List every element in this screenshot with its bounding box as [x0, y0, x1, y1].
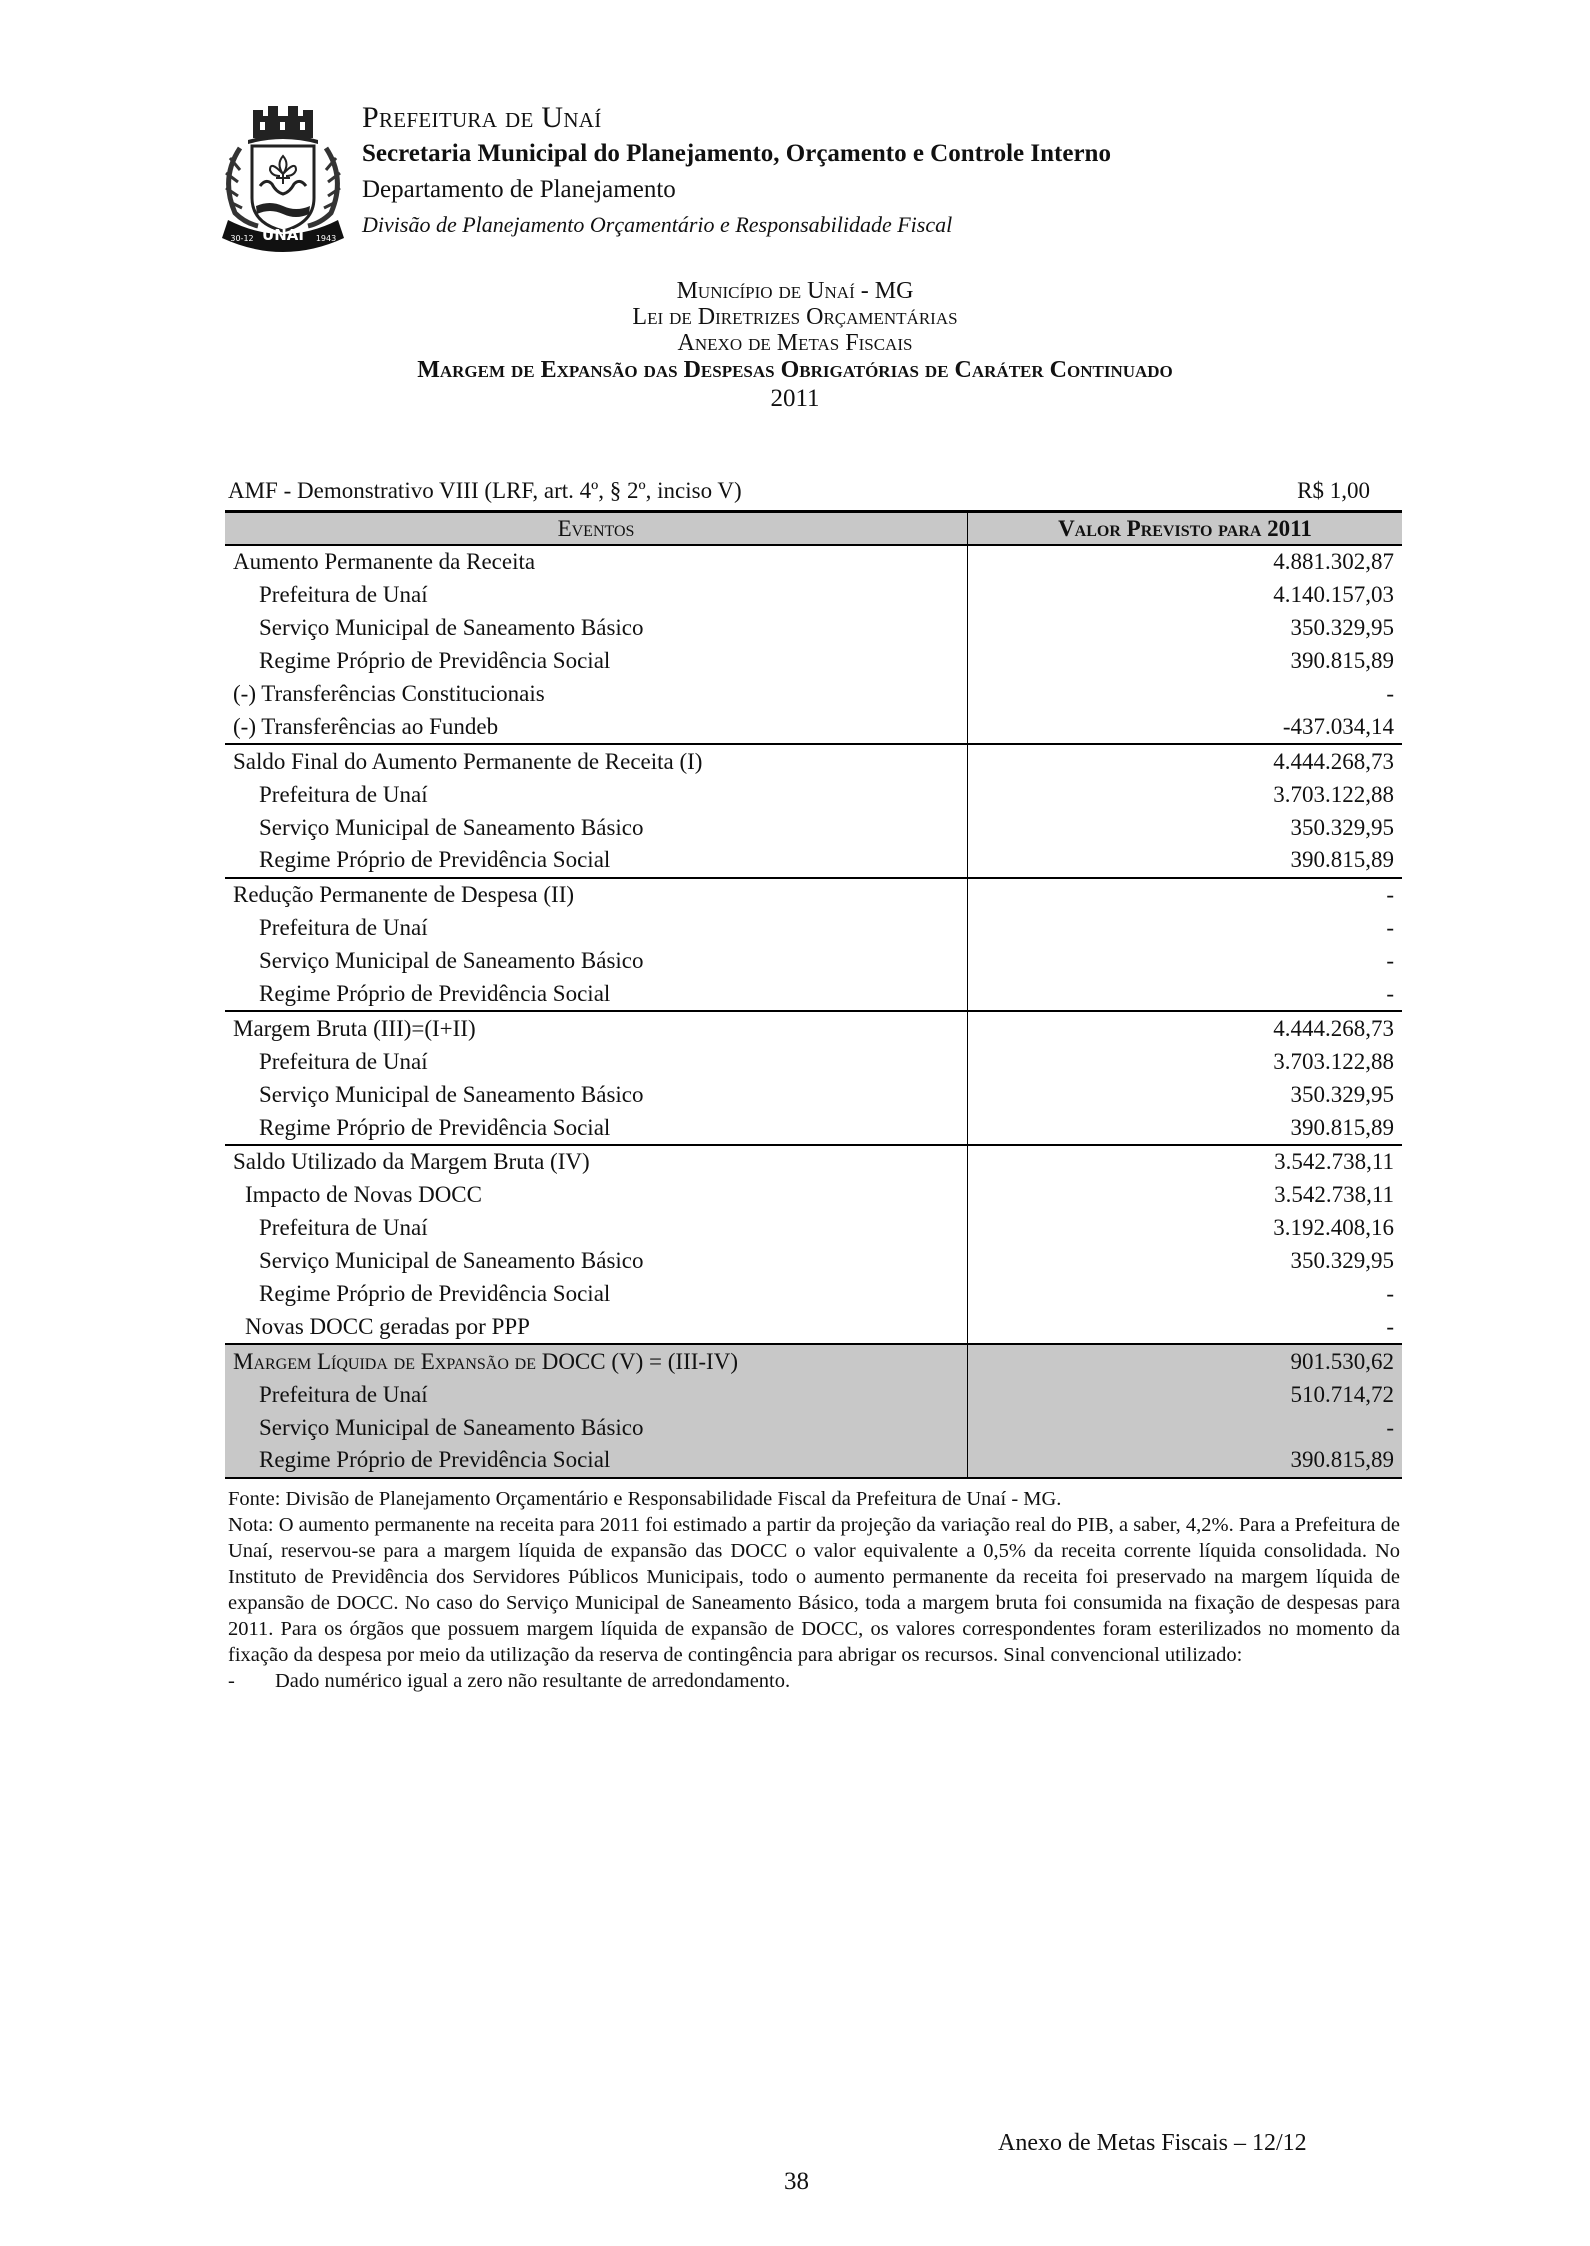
row-label: Aumento Permanente da Receita	[225, 545, 968, 579]
row-label: Prefeitura de Unaí	[225, 912, 968, 945]
table-row	[225, 1245, 1402, 1278]
table-row	[225, 978, 1402, 1012]
row-label: Margem Bruta (III)=(I+II)	[225, 1011, 968, 1045]
year-title: 2011	[770, 385, 820, 412]
row-label: Novas DOCC geradas por PPP	[225, 1310, 968, 1344]
row-label: Serviço Municipal de Saneamento Básico	[225, 612, 968, 645]
row-value: 4.444.268,73	[968, 744, 1403, 778]
table-row	[225, 1444, 1402, 1478]
divisao-name: Divisão de Planejamento Orçamentário e Responsabilidade Fiscal	[362, 212, 953, 237]
table-row	[225, 710, 1402, 744]
sinal-convencional-item	[228, 1668, 1400, 1694]
table-row	[225, 1111, 1402, 1145]
row-value: -	[1386, 1313, 1394, 1339]
table-row	[225, 579, 1402, 612]
nota-paragraph: Nota: O aumento permanente na receita para 2011 foi estimado a partir da projeção da variação real do PIB, a saber, 4,2%. Para a Prefeitura de Unaí, reservou-se para a margem líquida de expansão das DOCC o valor equivalente a 0,5% da receita corrente líquida consolidada. No Instituto de Previdência dos Servidores Públicos Municipais, todo o aumento permanente da receita foi preservado na margem líquida de expansão de DOCC. No caso do Serviço Municipal de Saneamento Básico, toda a margem bruta foi consumida na fixação de despesas para 2011. Para os órgãos que possuem margem líquida de expansão de DOCC, os valores correspondentes foram esterilizados no momento da fixação da despesa por meio da utilização da reserva de contingência para abrigar os recursos. Sinal convencional utilizado:	[228, 1514, 1400, 1666]
table-row	[225, 612, 1402, 645]
row-value: 390.815,89	[1290, 1114, 1394, 1140]
row-label: Regime Próprio de Previdência Social	[225, 1278, 968, 1311]
municipio-title: Município de Unaí - MG	[676, 278, 914, 304]
table-row	[225, 1145, 1402, 1179]
table-row	[225, 1378, 1402, 1411]
table-row	[225, 878, 1402, 912]
table-row	[225, 811, 1402, 844]
row-label: Prefeitura de Unaí	[225, 1378, 968, 1411]
table-row	[225, 778, 1402, 811]
row-label: Redução Permanente de Despesa (II)	[225, 878, 968, 912]
row-value: -	[1386, 948, 1394, 974]
row-label: Regime Próprio de Previdência Social	[225, 844, 968, 878]
row-value: -	[1386, 981, 1394, 1007]
row-value: 3.192.408,16	[1273, 1215, 1394, 1241]
table-row	[225, 678, 1402, 711]
row-label: Prefeitura de Unaí	[225, 1212, 968, 1245]
row-value: -	[1386, 915, 1394, 941]
currency-unit: R$ 1,00	[1297, 478, 1370, 503]
table-row	[225, 1411, 1402, 1444]
table-row	[225, 1078, 1402, 1111]
table-row	[225, 1045, 1402, 1078]
row-value: 390.815,89	[1290, 648, 1394, 674]
row-value: 350.329,95	[1290, 615, 1394, 641]
row-label: (-) Transferências ao Fundeb	[225, 710, 968, 744]
notes-section	[228, 1486, 1400, 1694]
table-row	[225, 645, 1402, 678]
row-value: -	[1386, 681, 1394, 706]
secretaria-name: Secretaria Municipal do Planejamento, Orçamento e Controle Interno	[362, 140, 1111, 167]
row-value: 350.329,95	[1290, 1248, 1394, 1274]
main-title: Margem de Expansão das Despesas Obrigatórias de Caráter Continuado	[417, 357, 1173, 383]
row-value: 350.329,95	[1290, 814, 1394, 840]
departamento-name: Departamento de Planejamento	[362, 176, 676, 203]
row-label: Serviço Municipal de Saneamento Básico	[225, 1078, 968, 1111]
table-row	[225, 1278, 1402, 1311]
table-row	[225, 1310, 1402, 1344]
row-label: Prefeitura de Unaí	[225, 778, 968, 811]
lei-title: Lei de Diretrizes Orçamentárias	[632, 304, 958, 330]
table-row	[225, 1212, 1402, 1245]
coat-of-arms-icon	[210, 98, 356, 263]
row-label: Saldo Utilizado da Margem Bruta (IV)	[225, 1145, 968, 1179]
demonstrativo-line	[228, 478, 1400, 504]
sinal-text: Dado numérico igual a zero não resultante de arredondamento.	[275, 1670, 791, 1692]
table-row	[225, 744, 1402, 778]
table-row	[225, 545, 1402, 579]
row-value: 390.815,89	[968, 1444, 1403, 1478]
header-eventos: Eventos	[225, 512, 968, 546]
row-value: 4.140.157,03	[1273, 582, 1394, 608]
header-valor: Valor Previsto para 2011	[968, 512, 1403, 546]
prefeitura-title: Prefeitura de Unaí	[362, 101, 602, 134]
table-row	[225, 912, 1402, 945]
row-label: Saldo Final do Aumento Permanente de Receita (I)	[225, 744, 968, 778]
row-value: 3.542.738,11	[968, 1145, 1403, 1179]
row-value: 390.815,89	[1290, 847, 1394, 873]
page-number: 38	[784, 2168, 809, 2195]
row-value: 3.542.738,11	[1274, 1182, 1394, 1208]
svg-text:1943: 1943	[315, 234, 337, 243]
row-value: -	[1386, 1281, 1394, 1307]
row-label: Regime Próprio de Previdência Social	[225, 1444, 968, 1478]
row-value: 350.329,95	[1290, 1081, 1394, 1107]
letterhead	[210, 98, 1410, 268]
row-value: -	[968, 878, 1403, 912]
row-label: Margem Líquida de Expansão de DOCC (V) = (III-IV)	[225, 1344, 968, 1378]
row-label: Prefeitura de Unaí	[225, 579, 968, 612]
svg-text:UNAÍ: UNAÍ	[262, 226, 304, 244]
row-label: Serviço Municipal de Saneamento Básico	[225, 945, 968, 978]
table-header-row	[225, 512, 1402, 546]
svg-text:30-12: 30-12	[230, 234, 254, 243]
row-label: Prefeitura de Unaí	[225, 1045, 968, 1078]
table-row	[225, 844, 1402, 878]
row-value: 3.703.122,88	[1273, 1048, 1394, 1074]
table-row	[225, 945, 1402, 978]
row-label: Regime Próprio de Previdência Social	[225, 645, 968, 678]
row-label: (-) Transferências Constitucionais	[225, 678, 968, 711]
table-row	[225, 1179, 1402, 1212]
row-value: 3.703.122,88	[1273, 781, 1394, 807]
table-row-total	[225, 1344, 1402, 1378]
sinal-symbol: -	[228, 1670, 235, 1692]
amf-table	[225, 510, 1402, 1479]
fonte-note: Fonte: Divisão de Planejamento Orçamentário e Responsabilidade Fiscal da Prefeitura de Unaí - MG.	[228, 1488, 1062, 1510]
row-value: 510.714,72	[968, 1378, 1403, 1411]
footer-section-label: Anexo de Metas Fiscais – 12/12	[998, 2130, 1307, 2156]
row-label: Serviço Municipal de Saneamento Básico	[225, 811, 968, 844]
row-value: -	[968, 1411, 1403, 1444]
row-label: Impacto de Novas DOCC	[225, 1179, 968, 1212]
row-label: Regime Próprio de Previdência Social	[225, 978, 968, 1012]
table-row	[225, 1011, 1402, 1045]
row-value: 901.530,62	[968, 1344, 1403, 1378]
row-value: -437.034,14	[1282, 713, 1394, 739]
row-label: Serviço Municipal de Saneamento Básico	[225, 1411, 968, 1444]
anexo-title: Anexo de Metas Fiscais	[677, 330, 913, 356]
row-label: Regime Próprio de Previdência Social	[225, 1111, 968, 1145]
row-value: 4.444.268,73	[968, 1011, 1403, 1045]
demonstrativo-label: AMF - Demonstrativo VIII (LRF, art. 4º, § 2º, inciso V)	[228, 478, 742, 503]
row-value: 4.881.302,87	[1273, 549, 1394, 575]
document-titles	[0, 278, 1590, 414]
row-label: Serviço Municipal de Saneamento Básico	[225, 1245, 968, 1278]
